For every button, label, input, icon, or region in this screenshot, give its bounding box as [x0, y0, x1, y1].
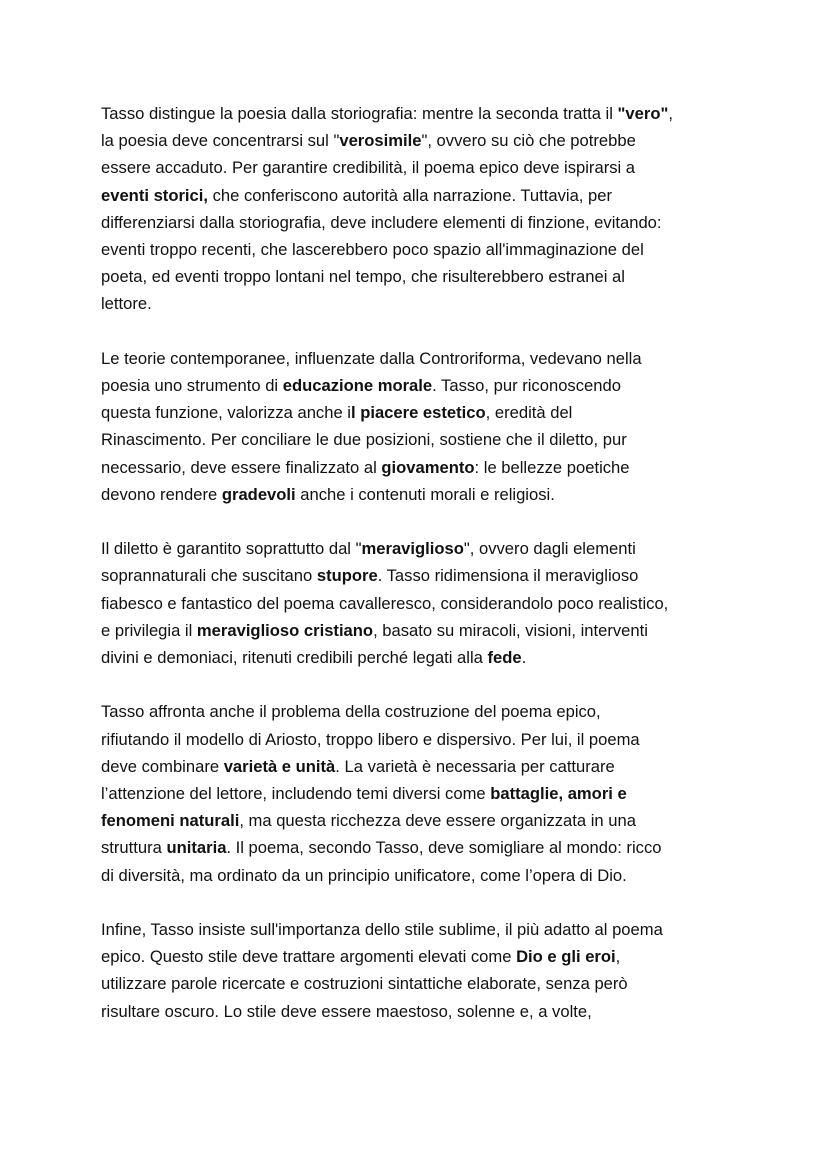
bold-text: Dio e gli eroi — [516, 947, 616, 967]
text-line — [101, 970, 732, 997]
text-run: , — [668, 104, 673, 123]
paragraph-3 — [101, 535, 732, 671]
text-run: struttura — [101, 838, 167, 858]
text-run: rifiutando il modello di Ariosto, troppo libero e dispersivo. Per lui, il poema — [101, 729, 640, 749]
bold-text: fede — [487, 648, 522, 668]
text-run: necessario, deve essere finalizzato al — [101, 457, 382, 477]
text-line — [101, 998, 732, 1025]
bold-text: battaglie, amori e — [490, 784, 627, 804]
bold-text: fenomeni naturali — [101, 811, 240, 831]
text-run: devono rendere — [101, 484, 222, 504]
text-run: Tasso affronta anche il problema della costruzione del poema epico, — [101, 702, 601, 722]
text-run: eventi troppo recenti, che lascerebbero poco spazio all'immaginazione del — [101, 240, 644, 260]
text-run: , basato su miracoli, visioni, interventi — [373, 620, 648, 640]
bold-text: meraviglioso — [361, 539, 464, 559]
text-line — [101, 698, 732, 725]
text-run: di diversità, ma ordinato da un principio unificatore, come l’opera di Dio. — [101, 865, 627, 885]
text-run: soprannaturali che suscitano — [101, 566, 317, 586]
text-line — [101, 100, 732, 127]
text-run: Infine, Tasso insiste sull'importanza dello stile sublime, il più adatto al poema — [101, 920, 663, 940]
text-run: lettore. — [101, 294, 152, 314]
text-line — [101, 345, 732, 372]
text-run: che conferiscono autorità alla narrazione. Tuttavia, per — [207, 185, 612, 205]
text-run: . La varietà è necessaria per catturare — [335, 756, 615, 776]
text-line — [101, 209, 732, 236]
text-run: , — [615, 947, 621, 967]
text-line — [101, 426, 732, 453]
text-line — [101, 916, 732, 943]
text-run: Le teorie contemporanee, influenzate dalla Controriforma, vedevano nella — [101, 348, 642, 368]
bold-text: meraviglioso cristiano — [196, 620, 374, 640]
document-body — [101, 100, 732, 1025]
text-line — [101, 644, 732, 671]
bold-text: eventi storici, — [101, 185, 208, 205]
text-run: essere accaduto. Per garantire credibilità, il poema epico deve ispirarsi a — [101, 158, 636, 178]
text-line — [101, 807, 732, 834]
bold-text: unitaria — [166, 838, 227, 858]
text-run: anche i contenuti morali e religiosi. — [295, 484, 555, 504]
text-run: e privilegia il — [101, 620, 197, 640]
text-run: la poesia deve concentrarsi sul " — [101, 131, 340, 151]
text-line — [101, 454, 732, 481]
bold-text: stupore — [316, 566, 378, 586]
text-run: divini e demoniaci, ritenuti credibili perché legati alla — [101, 648, 488, 668]
text-run: fiabesco e fantastico del poema cavalleresco, considerandolo poco realistico, — [101, 593, 669, 613]
bold-text: giovamento — [381, 457, 475, 477]
text-run: . Tasso ridimensiona il meraviglioso — [377, 566, 639, 586]
text-line — [101, 263, 732, 290]
text-run: risultare oscuro. Lo stile deve essere maestoso, solenne e, a volte, — [101, 1001, 592, 1021]
paragraph-2 — [101, 345, 732, 508]
text-line — [101, 943, 732, 970]
text-run: , eredità del — [485, 403, 573, 423]
text-line — [101, 290, 732, 317]
text-line — [101, 862, 732, 889]
text-line — [101, 481, 732, 508]
text-run: . — [521, 648, 527, 668]
text-run: differenziarsi dalla storiografia, deve includere elementi di finzione, evitando: — [101, 212, 662, 232]
text-line — [101, 780, 732, 807]
bold-text: educazione morale — [282, 376, 433, 396]
text-line — [101, 726, 732, 753]
bold-text: varietà e unità — [223, 756, 336, 776]
bold-text: "vero" — [617, 104, 669, 123]
text-line — [101, 127, 732, 154]
paragraph-1 — [101, 100, 732, 318]
text-line — [101, 617, 732, 644]
text-line — [101, 590, 732, 617]
bold-text: gradevoli — [221, 484, 296, 504]
paragraph-4 — [101, 698, 732, 888]
text-run: l’attenzione del lettore, includendo temi diversi come — [101, 784, 491, 804]
text-line — [101, 372, 732, 399]
text-line — [101, 399, 732, 426]
text-run: : le bellezze poetiche — [474, 457, 630, 477]
bold-text: l piacere estetico — [350, 403, 486, 423]
text-run: . Tasso, pur riconoscendo — [432, 376, 621, 396]
text-line — [101, 834, 732, 861]
text-run: , ma questa ricchezza deve essere organizzata in una — [239, 811, 636, 831]
text-run: epico. Questo stile deve trattare argomenti elevati come — [101, 947, 517, 967]
text-line — [101, 753, 732, 780]
paragraph-5 — [101, 916, 732, 1025]
text-line — [101, 562, 732, 589]
text-run: Rinascimento. Per conciliare le due posizioni, sostiene che il diletto, pur — [101, 430, 627, 450]
text-line — [101, 154, 732, 181]
text-run: ", ovvero dagli elementi — [463, 539, 636, 559]
text-run: ", ovvero su ciò che potrebbe — [421, 131, 636, 151]
text-run: deve combinare — [101, 756, 224, 776]
text-run: Il diletto è garantito soprattutto dal " — [101, 539, 362, 559]
text-run: poeta, ed eventi troppo lontani nel tempo, che risulterebbero estranei al — [101, 267, 625, 287]
bold-text: verosimile — [339, 131, 422, 151]
text-run: poesia uno strumento di — [101, 376, 283, 396]
text-line — [101, 236, 732, 263]
text-line — [101, 535, 732, 562]
text-run: questa funzione, valorizza anche i — [101, 403, 351, 423]
text-run: utilizzare parole ricercate e costruzioni sintattiche elaborate, senza però — [101, 974, 628, 994]
text-line — [101, 182, 732, 209]
text-run: . Il poema, secondo Tasso, deve somigliare al mondo: ricco — [226, 838, 662, 858]
text-run: Tasso distingue la poesia dalla storiografia: mentre la seconda tratta il — [101, 104, 618, 123]
